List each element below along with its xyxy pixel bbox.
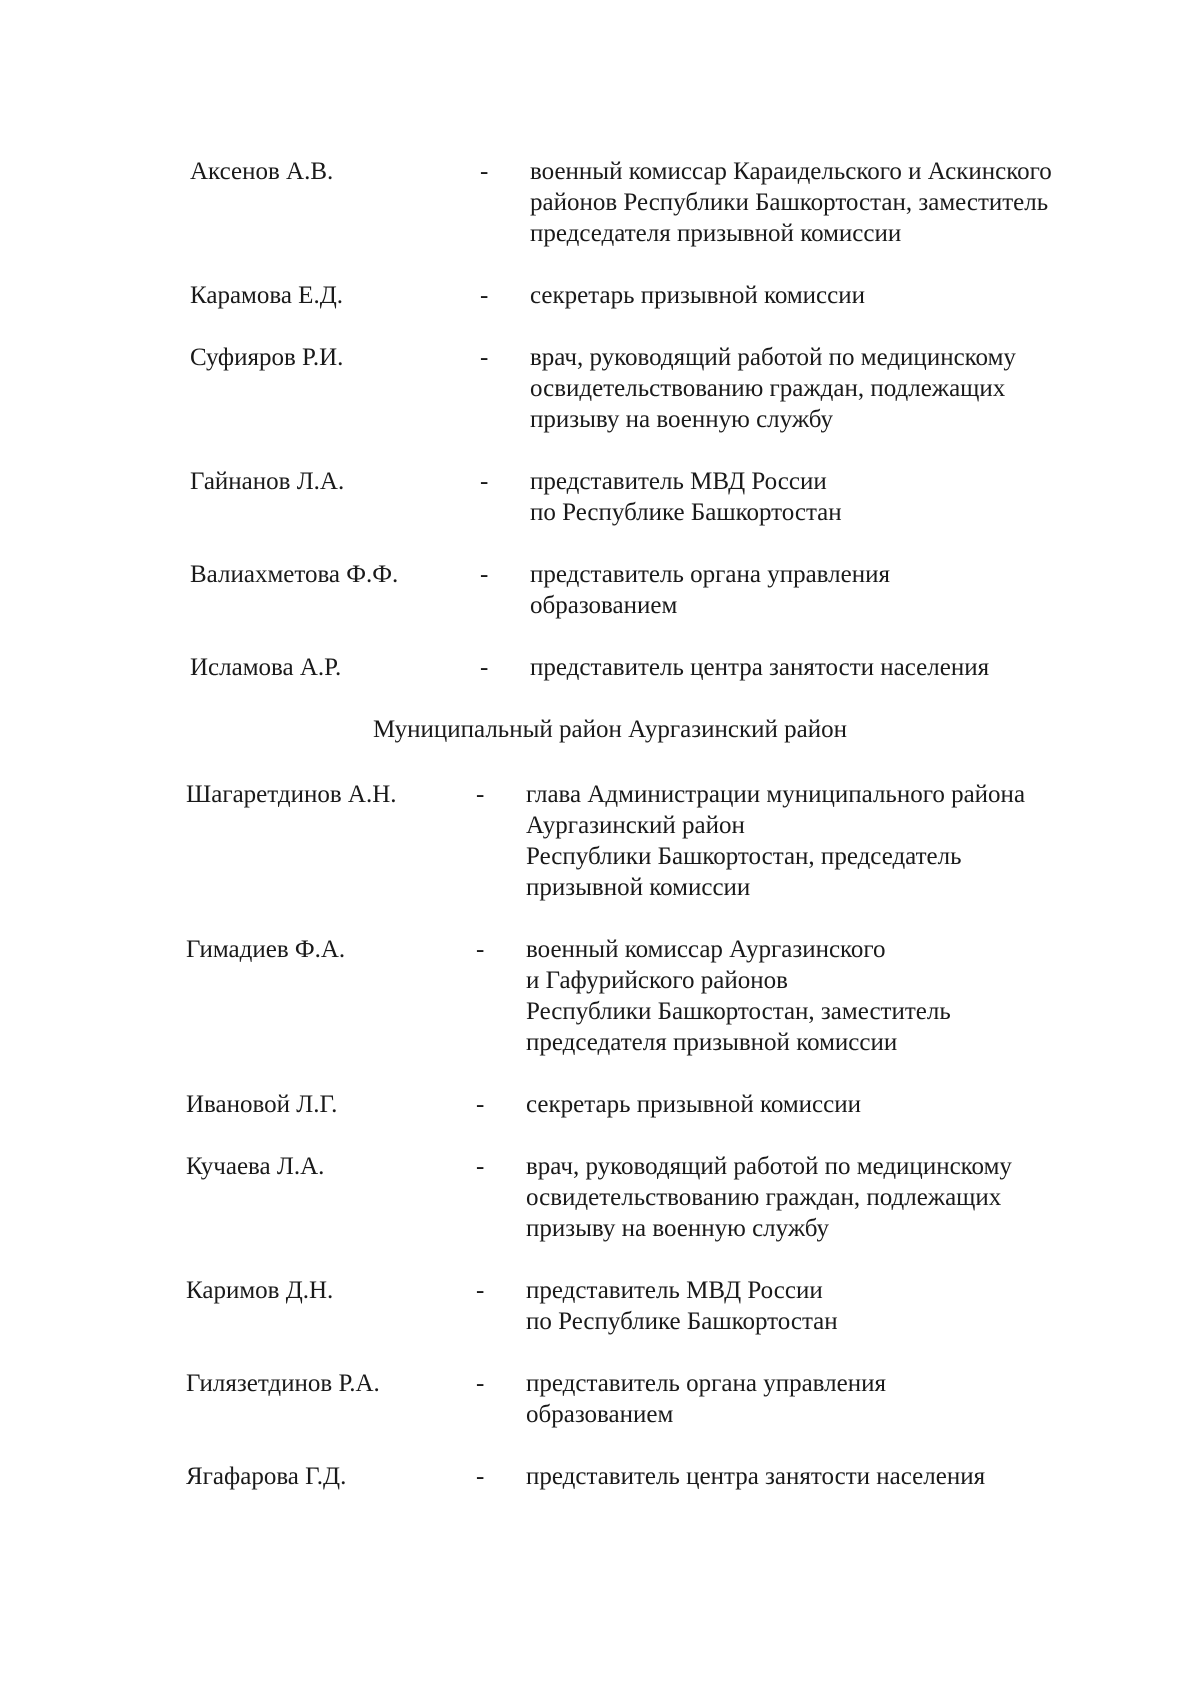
role-line: представитель МВД России — [526, 1277, 823, 1304]
commission-group-aurgazy — [186, 779, 1120, 1492]
role-line: председателя призывной комиссии — [526, 1029, 898, 1056]
member-dash: - — [480, 468, 489, 495]
member-entry — [186, 1368, 1120, 1430]
member-role — [526, 1461, 1120, 1492]
role-line: призывной комиссии — [526, 874, 751, 901]
member-dash: - — [476, 1463, 485, 1490]
role-line: освидетельствованию граждан, подлежащих — [530, 375, 1006, 402]
role-line: представитель органа управления — [530, 561, 890, 588]
member-entry — [190, 280, 1120, 311]
member-entry — [186, 1275, 1120, 1337]
member-role — [530, 466, 1120, 528]
member-role — [526, 1089, 1120, 1120]
role-line: по Республике Башкортостан — [526, 1308, 838, 1335]
role-line: образованием — [526, 1401, 674, 1428]
member-name: Кучаева Л.А. — [186, 1153, 325, 1180]
member-role — [530, 342, 1120, 435]
role-line: секретарь призывной комиссии — [526, 1091, 862, 1118]
member-name: Каримов Д.Н. — [186, 1277, 334, 1304]
member-name: Валиахметова Ф.Ф. — [190, 561, 399, 588]
member-role — [526, 934, 1120, 1058]
role-line: представитель центра занятости населения — [530, 654, 990, 681]
member-role — [526, 1151, 1120, 1244]
section-title: Муниципальный район Аургазинский район — [373, 716, 847, 743]
role-line: глава Администрации муниципального района — [526, 781, 1026, 808]
member-dash: - — [480, 654, 489, 681]
role-line: председателя призывной комиссии — [530, 220, 902, 247]
member-role — [526, 1275, 1120, 1337]
role-line: военный комиссар Караидельского и Аскинского — [530, 158, 1052, 185]
role-line: представитель МВД России — [530, 468, 827, 495]
role-line: по Республике Башкортостан — [530, 499, 842, 526]
role-line: представитель центра занятости населения — [526, 1463, 986, 1490]
member-entry — [186, 1461, 1120, 1492]
role-line: Республики Башкортостан, председатель — [526, 843, 962, 870]
member-role — [526, 779, 1120, 903]
member-entry — [190, 156, 1120, 249]
member-dash: - — [476, 1277, 485, 1304]
member-name: Гилязетдинов Р.А. — [186, 1370, 380, 1397]
role-line: Аургазинский район — [526, 812, 745, 839]
role-line: секретарь призывной комиссии — [530, 282, 866, 309]
member-name: Гайнанов Л.А. — [190, 468, 345, 495]
member-entry — [186, 779, 1120, 903]
member-entry — [186, 1151, 1120, 1244]
role-line: Республики Башкортостан, заместитель — [526, 998, 951, 1025]
member-role — [526, 1368, 1120, 1430]
role-line: и Гафурийского районов — [526, 967, 788, 994]
member-entry — [186, 934, 1120, 1058]
member-role — [530, 156, 1120, 249]
member-entry — [190, 559, 1120, 621]
member-name: Шагаретдинов А.Н. — [186, 781, 397, 808]
commission-list — [186, 156, 1120, 1523]
role-line: врач, руководящий работой по медицинскому — [530, 344, 1016, 371]
member-name: Ягафарова Г.Д. — [186, 1463, 347, 1490]
member-name: Исламова А.Р. — [190, 654, 342, 681]
member-name: Гимадиев Ф.А. — [186, 936, 346, 963]
member-entry — [190, 342, 1120, 435]
member-role — [530, 652, 1120, 683]
role-line: врач, руководящий работой по медицинскому — [526, 1153, 1012, 1180]
member-dash: - — [480, 282, 489, 309]
member-dash: - — [476, 1370, 485, 1397]
member-dash: - — [476, 936, 485, 963]
member-dash: - — [480, 158, 489, 185]
member-entry — [190, 466, 1120, 528]
member-dash: - — [480, 561, 489, 588]
member-name: Суфияров Р.И. — [190, 344, 344, 371]
member-role — [530, 559, 1120, 621]
commission-group-karaidel — [190, 156, 1120, 683]
member-name: Аксенов А.В. — [190, 158, 334, 185]
role-line: призыву на военную службу — [526, 1215, 830, 1242]
role-line: освидетельствованию граждан, подлежащих — [526, 1184, 1002, 1211]
member-dash: - — [476, 781, 485, 808]
member-entry — [190, 652, 1120, 683]
member-name: Карамова Е.Д. — [190, 282, 344, 309]
role-line: призыву на военную службу — [530, 406, 834, 433]
role-line: военный комиссар Аургазинского — [526, 936, 886, 963]
member-dash: - — [476, 1153, 485, 1180]
member-dash: - — [476, 1091, 485, 1118]
member-dash: - — [480, 344, 489, 371]
member-role — [530, 280, 1120, 311]
member-entry — [186, 1089, 1120, 1120]
role-line: районов Республики Башкортостан, заместитель — [530, 189, 1049, 216]
member-name: Ивановой Л.Г. — [186, 1091, 338, 1118]
role-line: образованием — [530, 592, 678, 619]
role-line: представитель органа управления — [526, 1370, 886, 1397]
